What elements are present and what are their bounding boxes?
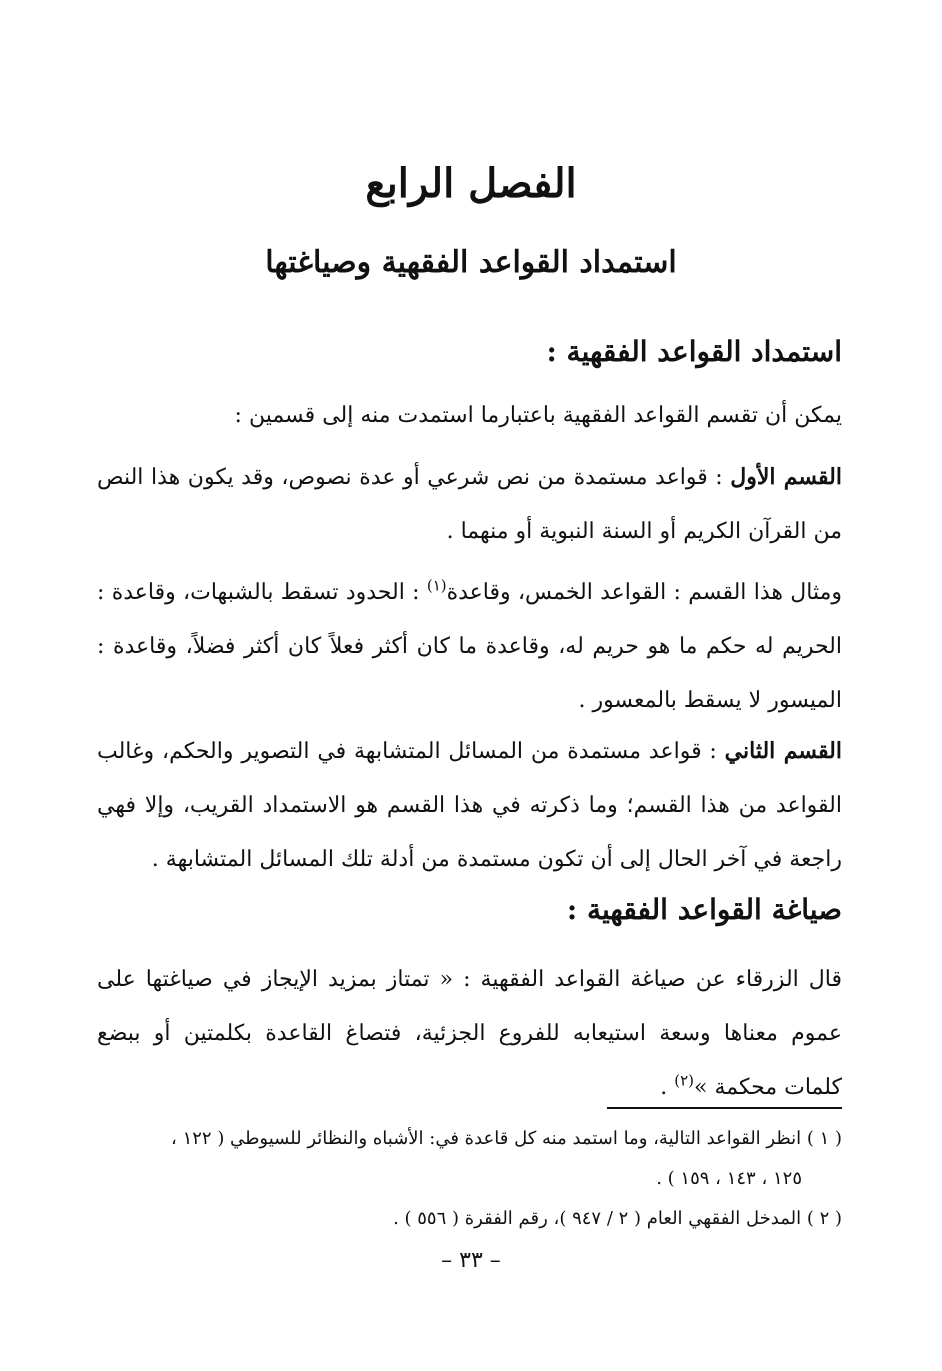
formulation-end: . [660, 1075, 675, 1100]
part-two-text: : قواعد مستمدة من المسائل المتشابهة في التصوير والحكم، وغالب القواعد من هذا القسم؛ وما ذكرته في هذا القسم هو الاستمداد القريب، وإلا فهي راجعة في آخر الحال إلى أن تكون مستمدة من أدلة تلك المسائل المتشابهة . [97, 739, 842, 872]
example-text-start: ومثال هذا القسم : القواعد الخمس، وقاعدة [446, 580, 843, 605]
footnote-marker-2[interactable]: (٢) [674, 1071, 695, 1090]
section-heading-derivation: استمداد القواعد الفقهية : [546, 335, 842, 368]
footnote-separator [607, 1107, 842, 1109]
example-text-end: : الحدود تسقط بالشبهات، وقاعدة : الحريم له حكم ما هو حريم له، وقاعدة ما كان أكثر فعلاً كان أكثر فضلاً، وقاعدة : الميسور لا يسقط بالمعسور . [97, 580, 842, 713]
chapter-subtitle: استمداد القواعد الفقهية وصياغتها [265, 245, 677, 280]
example-paragraph [97, 566, 842, 728]
part-one-paragraph [97, 450, 842, 559]
footnote-marker-1[interactable]: (١) [426, 576, 447, 595]
page-number: – ٣٣ – [441, 1248, 501, 1273]
section-heading-formulation: صياغة القواعد الفقهية : [566, 893, 842, 926]
part-two-label: القسم الثاني [724, 738, 842, 764]
part-one-text: : قواعد مستمدة من نص شرعي أو عدة نصوص، وقد يكون هذا النص من القرآن الكريم أو السنة النبوية أو منهما . [97, 465, 842, 544]
intro-paragraph: يمكن أن تقسم القواعد الفقهية باعتبارما استمدت منه إلى قسمين : [234, 403, 842, 428]
formulation-quote: قال الزرقاء عن صياغة القواعد الفقهية : « تمتاز بمزيد الإيجاز في صياغتها على عموم معناها وسعة استيعابه للفروع الجزئية، فتصاغ القاعدة بكلمتين أو ببضع كلمات محكمة » [97, 967, 842, 1100]
footnote-1-line-1: ( ١ ) انظر القواعد التالية، وما استمد منه كل قاعدة في: الأشباه والنظائر للسيوطي ( ١٢٢ ، [171, 1128, 842, 1149]
part-one-label: القسم الأول [730, 464, 842, 490]
formulation-paragraph [97, 953, 842, 1115]
footnote-2: ( ٢ ) المدخل الفقهي العام ( ٢ / ٩٤٧ )، رقم الفقرة ( ٥٥٦ ) . [393, 1208, 842, 1229]
part-two-paragraph [97, 724, 842, 887]
chapter-title: الفصل الرابع [365, 160, 577, 207]
footnote-1-line-2: ١٢٥ ، ١٤٣ ، ١٥٩ ) . [656, 1168, 802, 1189]
